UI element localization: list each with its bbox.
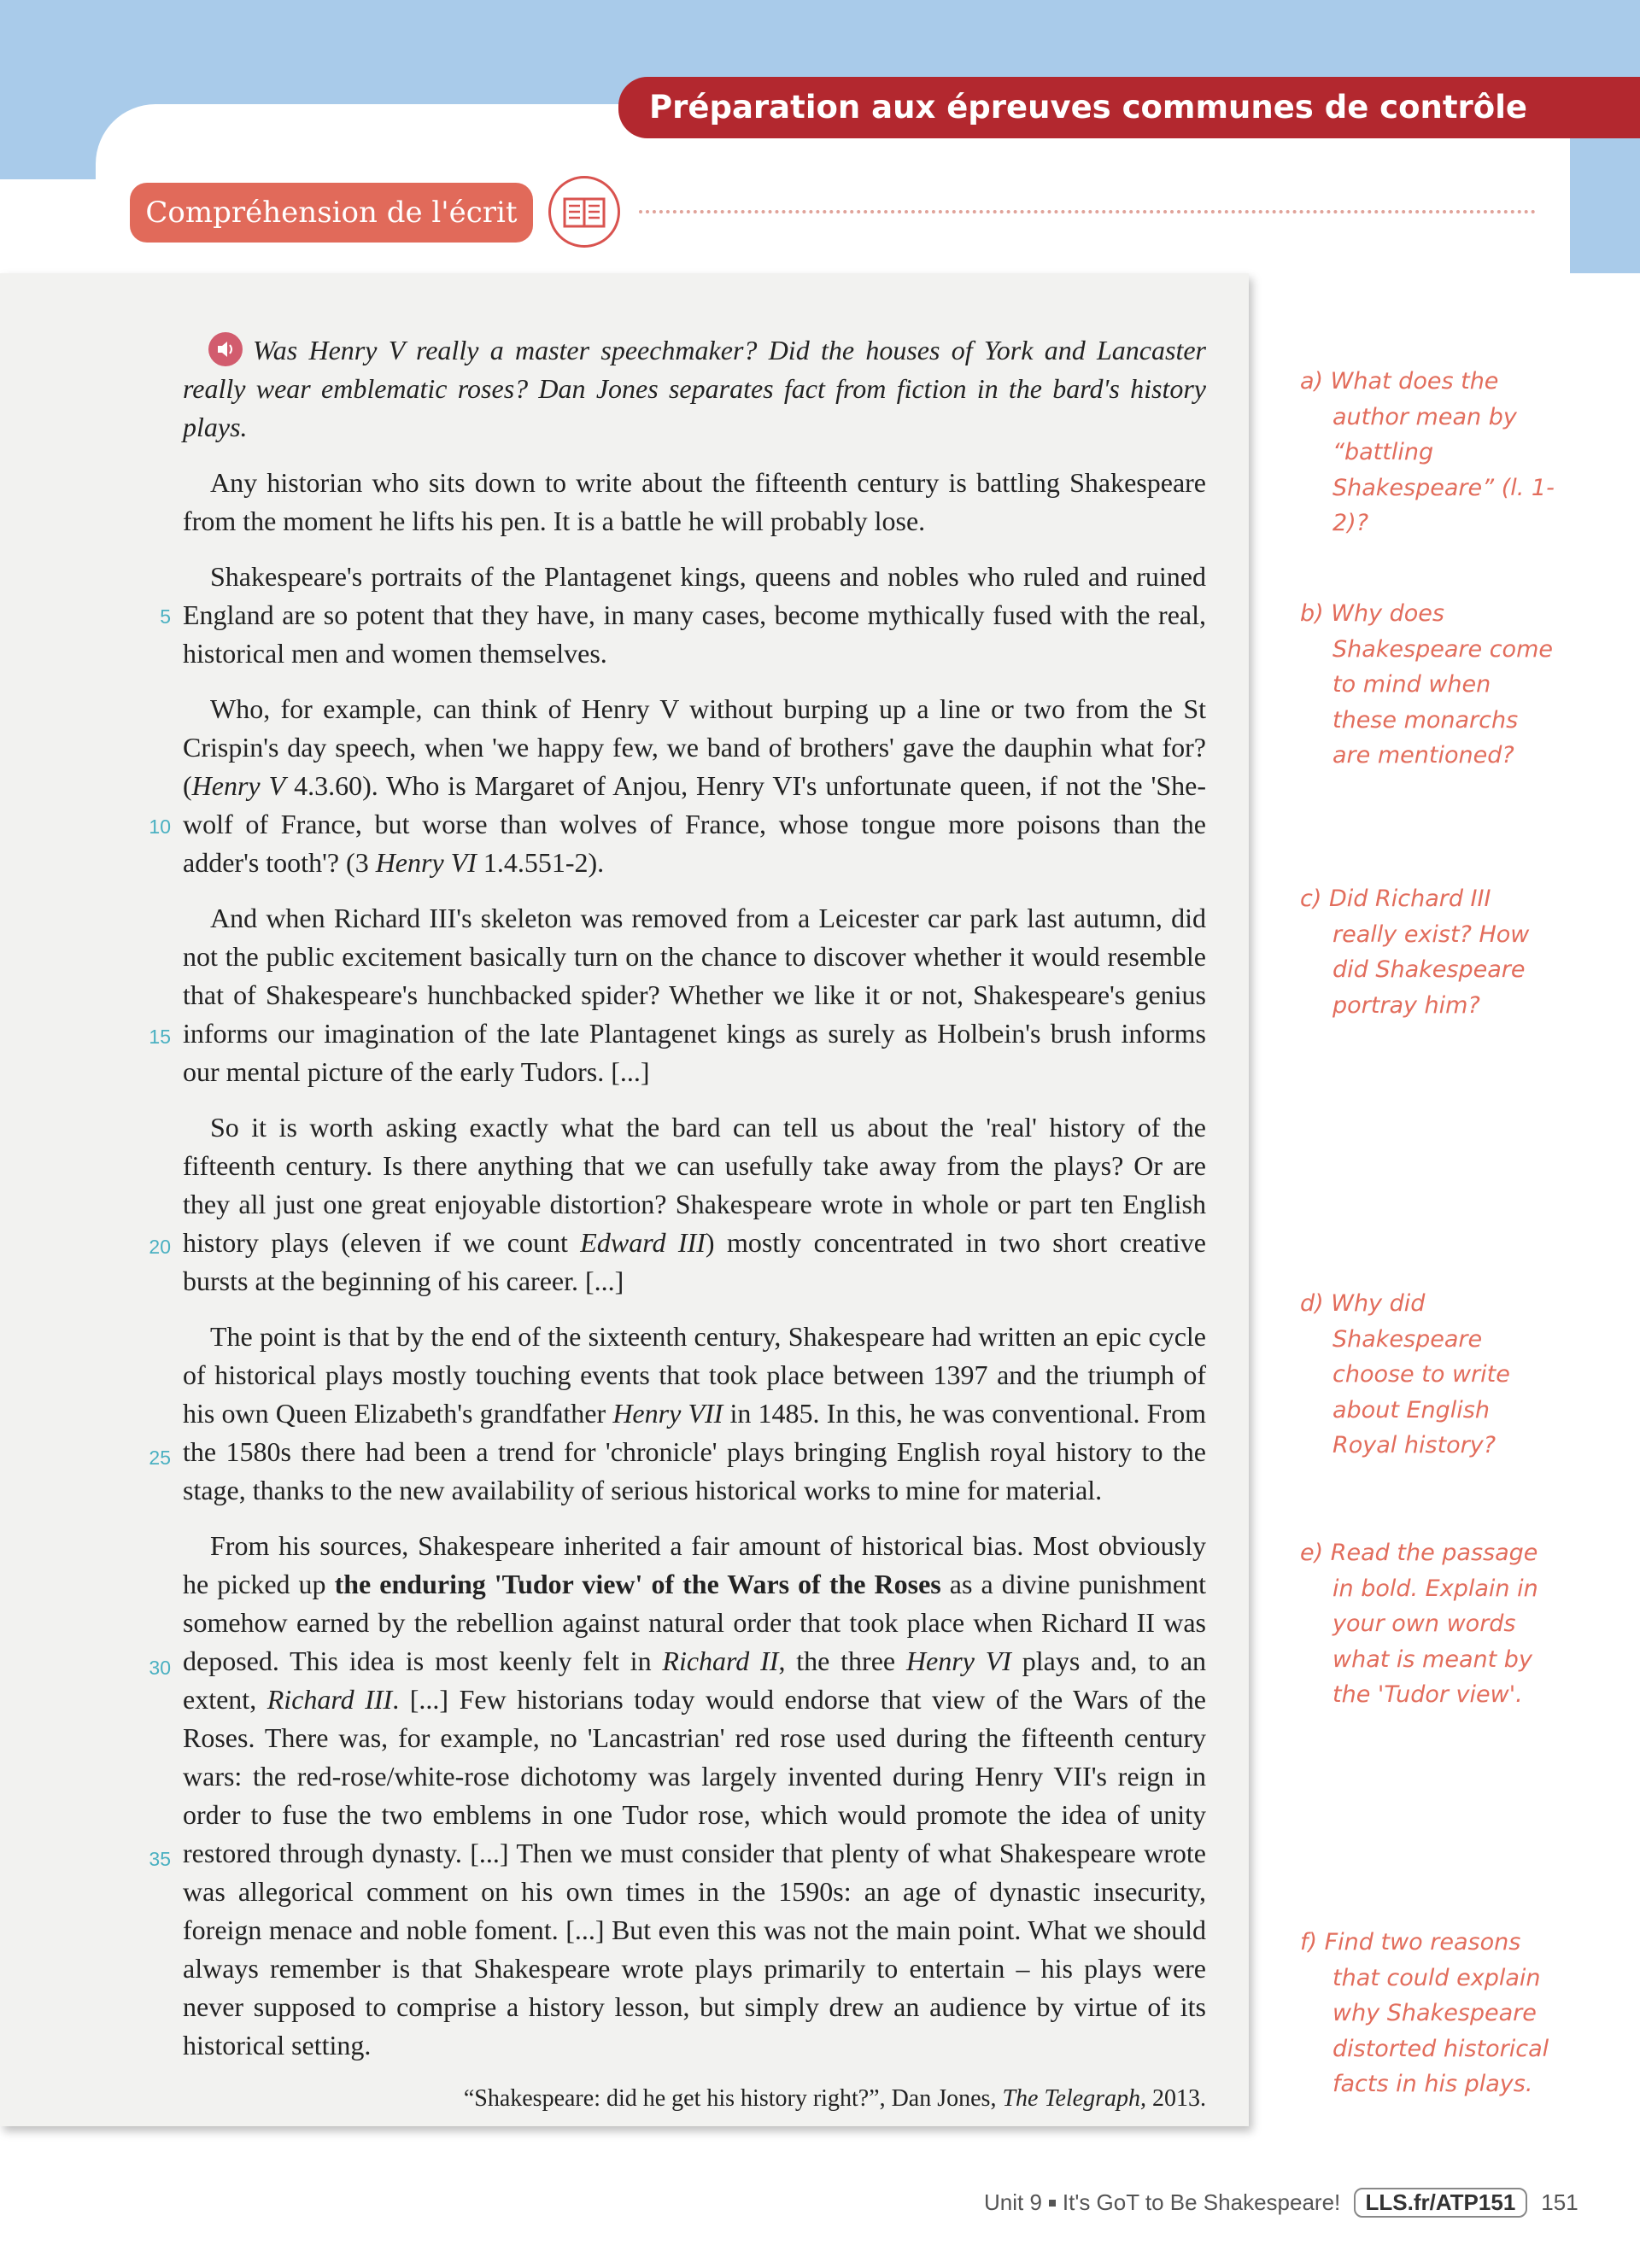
line-number: 20 [149,1236,171,1258]
paragraph-7: From his sources, Shakespeare inherited a fair amount of historical bias. Most obviously he picked up the enduring 'Tudor view' of the Wars of the Roses as a divine punishment somehow earned by the rebellion against natural order that took place when Richard II was deposed. This idea is most keenly felt in Richard II, the three Henry VI plays and, to an extent, Richard III. [...] Few historians today would endorse that view of the Wars of the Roses. There was, for example, no 'Lancastrian' red rose used during the fifteenth century wars: the red-rose/white-rose dichotomy was largely invented during Henry VII's reign in order to fuse the two emblems in one Tudor rose, which would promote the idea of unity restored through dynasty. [...] Then we must consider that plenty of what Shakespeare wrote was allegorical comment on his own times in the 1590s: an age of dynastic insecurity, foreign menace and noble foment. [...] But even this was not the main point. What we should always remember is that Shakespeare wrote plays primarily to entertain – his plays were never supposed to comprise a history lesson, but simply drew an audience by virtue of its historical setting. [183,1530,1207,2060]
section-label: Compréhension de l'écrit [130,183,533,243]
footer-title: It's GoT to Be Shakespeare! [1062,2189,1341,2215]
paragraph-5: So it is worth asking exactly what the bard can tell us about the 'real' history of the fifteenth century. Is there anything that we can usefully take away from the plays? Or are they all just one great enjoyable distortion? Shakespeare wrote in whole or part ten English history plays (eleven if we count Edward III) mostly concentrated in two short creative bursts at the beginning of his career. [...] [183,1112,1207,1296]
line-number: 35 [149,1848,171,1870]
line-number: 10 [149,815,171,838]
line-number: 25 [149,1447,171,1469]
line-number: 15 [149,1026,171,1048]
footer-bullet [1049,2200,1056,2207]
paragraph-4: And when Richard III's skeleton was removed from a Leicester car park last autumn, did not the public excitement basically turn on the chance to discover whether it would resemble that of Shakespeare's hunchbacked spider? Whether we like it or not, Shakespeare's genius informs our imagination of the late Plantagenet kings as surely as Holbein's brush informs our mental picture of the early Tudors. [...] [183,903,1206,1087]
audio-speaker-icon[interactable] [208,332,243,366]
question-d: d) Why did Shakespeare choose to write about English Royal history? [1300,1290,1510,1458]
page-footer [984,2188,1578,2218]
paragraph-3: Who, for example, can think of Henry V without burping up a line or two from the St Crispin's day speech, when 'we happy few, we band of brothers' gave the dauphin what for? (Henry V 4.3.60). Who is Margaret of Anjou, Henry VI's unfortunate queen, if not the 'She-wolf of France, but worse than wolves of France, whose tongue more poisons than the adder's tooth'? (3 Henry VI 1.4.551-2). [183,693,1207,878]
footer-link[interactable]: LLS.fr/ATP151 [1354,2188,1528,2218]
dotted-divider [639,210,1536,213]
line-number: 30 [149,1657,171,1679]
footer-unit: Unit 9 [984,2189,1042,2215]
article-intro: Was Henry V really a master speechmaker? Did the houses of York and Lancaster really wear emblematic roses? Dan Jones separates fact from fiction in the bard's history plays. [183,331,1206,447]
question-e: e) Read the passage in bold. Explain in your own words what is meant by the 'Tudor view'. [1300,1540,1538,1708]
book-icon [548,176,620,248]
paragraph-2: Shakespeare's portraits of the Plantagenet kings, queens and nobles who ruled and ruined England are so potent that they have, in many cases, become mythically fused with the real, historical men and women themselves. [183,561,1206,669]
banner-title: Préparation aux épreuves communes de contrôle continu [618,77,1640,138]
paragraph-6: The point is that by the end of the sixteenth century, Shakespeare had written an epic cycle of historical plays mostly touching events that took place between 1397 and the triumph of his own Queen Elizabeth's grandfather Henry VII in 1485. In this, he was conventional. From the 1580s there had been a trend for 'chronicle' plays bringing English royal history to the stage, thanks to the new availability of serious historical works to mine for material. [183,1321,1207,1505]
question-f: f) Find two reasons that could explain why Shakespeare distorted historical facts in his plays. [1300,1929,1549,2097]
header-background-edge [1570,137,1640,273]
article-text [183,331,1206,2116]
question-c: c) Did Richard III really exist? How did Shakespeare portray him? [1300,886,1530,1019]
article-source: “Shakespeare: did he get his history right?”, Dan Jones, The Telegraph, 2013. [463,2085,1206,2112]
line-number: 5 [160,605,171,628]
paragraph-1: Any historian who sits down to write about the fifteenth century is battling Shakespeare from the moment he lifts his pen. It is a battle he will probably lose. [183,467,1206,536]
question-a: a) What does the author mean by “battling Shakespeare” (l. 1-2)? [1300,368,1555,536]
question-b: b) Why does Shakespeare come to mind when these monarchs are mentioned? [1300,600,1553,769]
page-number: 151 [1541,2189,1578,2215]
